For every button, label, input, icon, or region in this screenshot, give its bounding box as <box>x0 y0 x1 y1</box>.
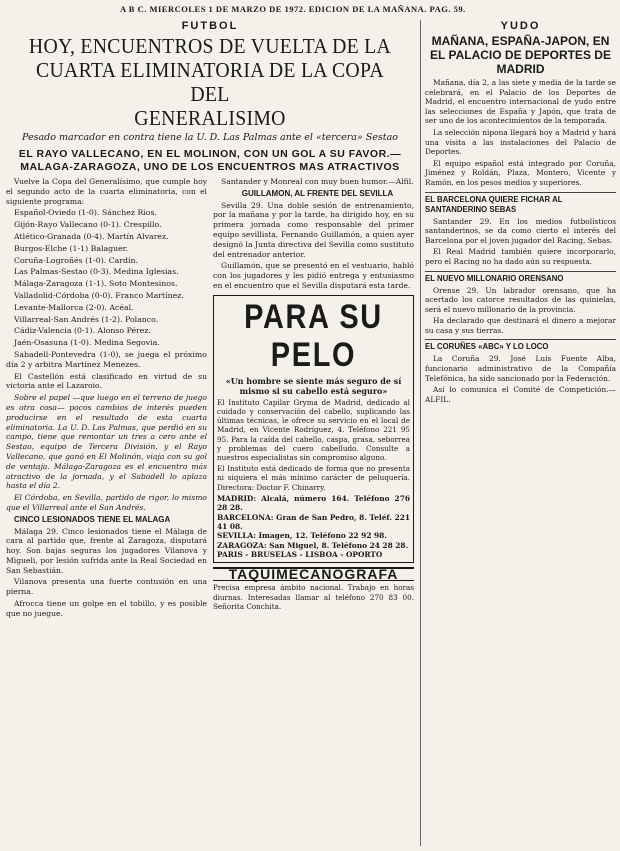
ad-body: El Instituto Capilar Gryma de Madrid, dedicado al cuidado y conservación del cabello, suplicando las últimas técnicas, le ofrece su servicio en el local de Madrid, en Vicente Rodríguez, 4. Teléfono 221 95 95. Para la caída del cabello, caspa, grasa, seborrea y problemas del cuero cabelludo. Consulte a nuestros especialistas sin compromiso alguno. <box>217 397 410 462</box>
match-item: Sabadell-Pontevedra (1-0), se juega el próximo día 2 y arbitra Martínez Menezes. <box>6 349 207 369</box>
headline-line: HOY, ENCUENTROS DE VUELTA DE LA <box>28 34 392 58</box>
right-column <box>420 20 616 846</box>
ad-locations <box>217 494 410 560</box>
match-item: Burgos-Elche (1-1) Balaguer. <box>14 243 129 253</box>
kicker: EL RAYO VALLECANO, EN EL MOLINON, CON UN GOL A SU FAVOR.—MALAGA-ZARAGOZA, UNO DE LOS ENCUENTROS MAS ATRACTIVOS <box>18 148 402 173</box>
hair-ad <box>213 295 414 563</box>
body-paragraph: Ha declarado que destinará el dinero a mejorar su casa y sus tierras. <box>425 316 616 335</box>
body-paragraph: Málaga 29. Cinco lesionados tiene el Málaga de cara al partido que, frente al Zaragoza, disputará hoy. Son bajas seguras los jugadores Vilanova y Migueli, por lesión sufrida ante la Real Sociedad en San Sebastián. <box>6 526 207 575</box>
body-paragraph: El Castellón está clasificado en virtud de su victoria ante el Lazaroio. <box>6 371 207 391</box>
body-paragraph: Santander y Monreal con muy buen humor.—Alfil. <box>221 177 414 186</box>
classified-title: TAQUIMECANOGRAFA <box>213 567 414 582</box>
body-paragraph: Sobre el papel —que luego en el terreno de juego es otra cosa— pocos cambios de interés pueden producirse en el resultado de esta cuarta eliminatoria. La U. D. Las Palmas, que perdió en su campo, tiene que remontar un tres a cero ante el Sestao, equipo de Tercera División, y el Rayo Vallecano, que ganó en El Molinón, viaja con su gol de ventaja. Málaga-Zaragoza es el encuentro más atractivo de la jornada, y el Sabadell lo aplaza hasta el día 2. <box>6 393 207 491</box>
classified-body: Precisa empresa ámbito nacional. Trabajo en horas diurnas. Interesadas llamar al teléfono 270 83 00. Señorita Conchita. <box>213 583 414 611</box>
millonario-subtitle: EL NUEVO MILLONARIO ORENSANO <box>425 271 616 284</box>
right-headline: MAÑANA, ESPAÑA-JAPON, EN EL PALACIO DE DEPORTES DE MADRID <box>430 34 611 76</box>
match-item: Gijón-Rayo Vallecano (0-1). Crespillo. <box>14 220 162 230</box>
match-item: Villarreal-San Andrés (1-2). Polanco. <box>14 314 159 324</box>
ad-tagline: «Un hombre se siente más seguro de sí mismo si su cabello está seguro» <box>225 375 402 396</box>
ad-title: PARA SU PELO <box>244 297 383 374</box>
body-paragraph: Guillamón, que se presentó en el vestuario, habló con los jugadores y les pidió entrega y entusiasmo en el encuentro que el Sevilla disputará esta tarde. <box>213 261 414 290</box>
article-columns <box>6 177 414 817</box>
headline <box>18 34 402 130</box>
millonario-article <box>425 286 616 336</box>
intro-paragraph: Vuelve la Copa del Generalísimo, que cumple hoy el segundo acto de la cuarta eliminatoria, con el siguiente programa: <box>6 177 207 206</box>
corunes-subtitle: EL CORUÑES «ABC» Y LO LOCO <box>425 339 616 352</box>
match-item: Málaga-Zaragoza (1-1). Soto Montesinos. <box>14 279 178 289</box>
body-paragraph: El equipo español está integrado por Coruña, Jiménez y Roldán, Plaza, Montero, Vicente y Ramón, en los pesos medios y superiores. <box>425 158 616 187</box>
ad-location: BARCELONA: Gran de San Pedro, 8. Teléf. 221 41 08. <box>217 512 410 532</box>
body-paragraph: Orense 29. Un labrador orensano, que ha acertado los catorce resultados de las quinielas, será el nuevo millonario de la provincia. <box>425 285 616 314</box>
main-article <box>6 20 414 846</box>
body-paragraph: El Córdoba, en Sevilla, partido de rigor, lo mismo que el Villarreal ante el San Andrés. <box>6 493 207 512</box>
ad-location: MADRID: Alcalá, número 164. Teléfono 276 28 28. <box>217 493 410 513</box>
body-paragraph: Así lo comunica el Comité de Competición.—ALFIL. <box>425 385 616 404</box>
section-label: FUTBOL <box>181 20 239 32</box>
match-item: Español-Oviedo (1-0). Sánchez Ríos. <box>14 208 157 218</box>
match-item: Levante-Mallorca (2-0). Acéal. <box>14 302 134 312</box>
match-item: Cádiz-Valencia (0-1). Alonso Pérez. <box>14 326 152 336</box>
body-paragraph: La Coruña 29. José Luis Fuente Alba, funcionario administrativo de la Compañía Telefónica, ha sido sancionado por la Federación. <box>425 354 616 383</box>
body-paragraph: La selección nipona llegará hoy a Madrid y hará una visita a las instalaciones del Palacio de Deportes. <box>425 127 616 157</box>
body-paragraph: Sevilla 29. Una doble sesión de entrenamiento, por la mañana y por la tarde, ha dirigido hoy, en su primera jornada como responsable del primer equipo sevillista, Fernando Guillamón, a quien ayer designó la Junta directiva del Sevilla como sustituto del entrenador anterior. <box>213 200 414 259</box>
subhead: Pesado marcador en contra tiene la U. D. Las Palmas ante el «tercera» Sestao <box>22 132 398 143</box>
body-paragraph: Vilanova presenta una fuerte contusión en una pierna. <box>6 577 207 597</box>
match-item: Atlético-Granada (0-4). Martín Alvarez. <box>14 231 169 241</box>
ad-location: PARIS - BRUSELAS - LISBOA - OPORTO <box>217 550 383 560</box>
body-paragraph: Afrocca tiene un golpe en el tobillo, y es posible que no juegue. <box>6 599 207 618</box>
match-list <box>6 208 207 369</box>
match-item: Coruña-Logroñés (1-0). Cardín. <box>14 255 139 265</box>
ad-location: ZARAGOZA: San Miguel, 8. Teléfono 24 28 28. <box>217 540 409 550</box>
right-article <box>425 78 616 188</box>
ad-location: SEVILLA: Imagen, 12. Teléfono 22 92 98. <box>217 531 387 541</box>
match-item: Las Palmas-Sestao (0-3). Medina Iglesias. <box>14 267 179 277</box>
match-item: Jaén-Osasuna (1-0). Medina Segovia. <box>14 338 160 348</box>
body-paragraph: El Real Madrid también quiere incorporarlo, pero el Racing no ha dado aún su respuesta. <box>425 247 616 266</box>
guillamon-subtitle: GUILLAMON, AL FRENTE DEL SEVILLA <box>241 188 394 198</box>
column-right <box>213 177 414 817</box>
body-paragraph: Santander 29. En los medios futbolísticos santanderinos, se da como cierto el interés del Barcelona por el joven jugador del Racing, Sebas. <box>425 216 616 245</box>
malaga-subtitle: CINCO LESIONADOS TIENE EL MALAGA <box>14 514 171 524</box>
column-left <box>6 177 207 817</box>
ad-body-2: El Instituto está dedicado de forma que no presenta ni siquiera el más mínimo carácter de peluquería. Directora: Doctor F. Chinarry. <box>217 464 410 492</box>
headline-line: GENERALISIMO <box>134 106 286 130</box>
right-section-label: YUDO <box>500 20 541 32</box>
page-header: A B C. MIERCOLES 1 DE MARZO DE 1972. EDICION DE LA MAÑANA. PAG. 59. <box>120 4 466 14</box>
barca-subtitle: EL BARCELONA QUIERE FICHAR AL SANTANDERINO SEBAS <box>425 192 616 215</box>
match-item: Valladolid-Córdoba (0-0). Franco Martínez. <box>14 290 184 300</box>
headline-line: CUARTA ELIMINATORIA DE LA COPA DEL <box>36 58 384 106</box>
body-paragraph: Mañana, día 2, a las siete y media de la tarde se celebrará, en el Palacio de los Deportes de Madrid, el encuentro internacional de yudo entre las selecciones de España y Japón, que trata de ser uno de los acontecimientos de la temporada. <box>425 78 616 126</box>
barca-article <box>425 217 616 267</box>
corunes-article <box>425 354 616 404</box>
